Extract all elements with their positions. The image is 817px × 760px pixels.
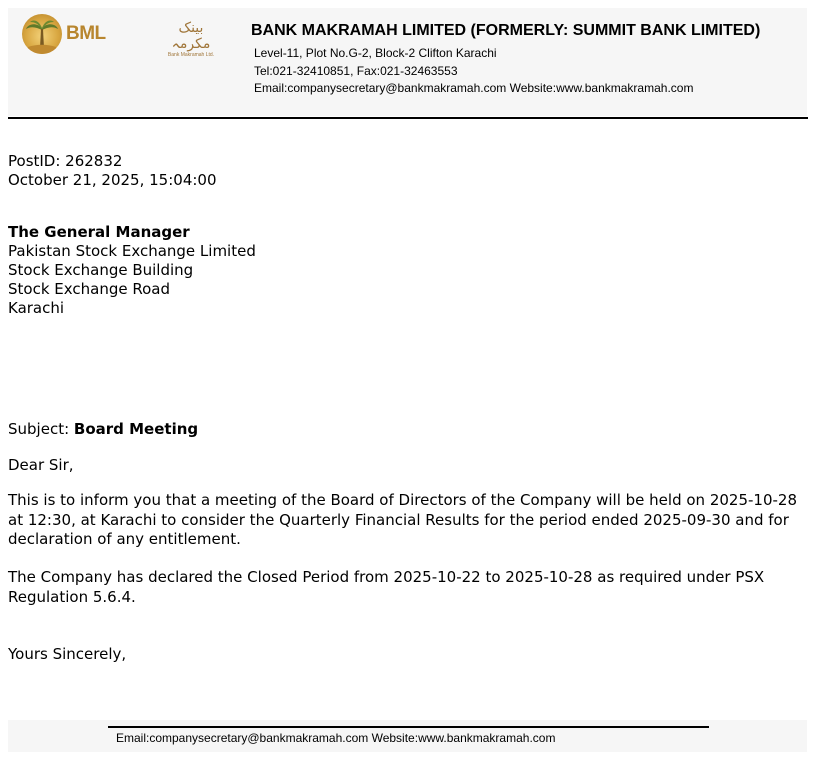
company-phone-fax: Tel:021-32410851, Fax:021-32463553 bbox=[254, 64, 458, 78]
palm-tree-emblem-icon bbox=[22, 14, 62, 54]
recipient-line-2: Stock Exchange Building bbox=[8, 261, 194, 279]
urdu-logo-subtext: Bank Makramah Ltd. bbox=[167, 52, 215, 58]
company-address: Level-11, Plot No.G-2, Block-2 Clifton Karachi bbox=[254, 46, 497, 60]
bml-logo bbox=[22, 14, 112, 58]
header-divider bbox=[8, 117, 808, 119]
footer-email-website: Email:companysecretary@bankmakramah.com Website:www.bankmakramah.com bbox=[116, 731, 556, 745]
letterhead bbox=[8, 8, 807, 116]
subject-label: Subject: bbox=[8, 420, 74, 438]
urdu-logo-text: بینک مکرمہ bbox=[171, 20, 211, 52]
bml-wordmark: BML bbox=[66, 23, 106, 44]
closing: Yours Sincerely, bbox=[8, 645, 127, 663]
footer-divider bbox=[108, 726, 709, 728]
subject-value: Board Meeting bbox=[73, 420, 199, 438]
recipient-line-3: Stock Exchange Road bbox=[8, 280, 170, 298]
company-email-website: Email:companysecretary@bankmakramah.com Website:www.bankmakramah.com bbox=[254, 81, 694, 95]
subject-line bbox=[8, 420, 198, 439]
recipient-line-1: Pakistan Stock Exchange Limited bbox=[8, 242, 256, 260]
urdu-logo bbox=[158, 20, 224, 58]
post-datetime: October 21, 2025, 15:04:00 bbox=[8, 171, 217, 189]
body-paragraph-1: This is to inform you that a meeting of the Board of Directors of the Company will be held on 2025-10-28 at 12:30, at Karachi to consider the Quarterly Financial Results for the period ended 2025-09-30 and for declaration of any entitlement. bbox=[8, 491, 797, 548]
post-id: PostID: 262832 bbox=[8, 152, 123, 170]
salutation: Dear Sir, bbox=[8, 456, 74, 474]
company-name: BANK MAKRAMAH LIMITED (FORMERLY: SUMMIT BANK LIMITED) bbox=[251, 22, 761, 39]
recipient-line-4: Karachi bbox=[8, 299, 65, 317]
body-paragraph-2: The Company has declared the Closed Period from 2025-10-22 to 2025-10-28 as required under PSX Regulation 5.6.4. bbox=[8, 568, 765, 606]
recipient-title: The General Manager bbox=[8, 223, 190, 241]
